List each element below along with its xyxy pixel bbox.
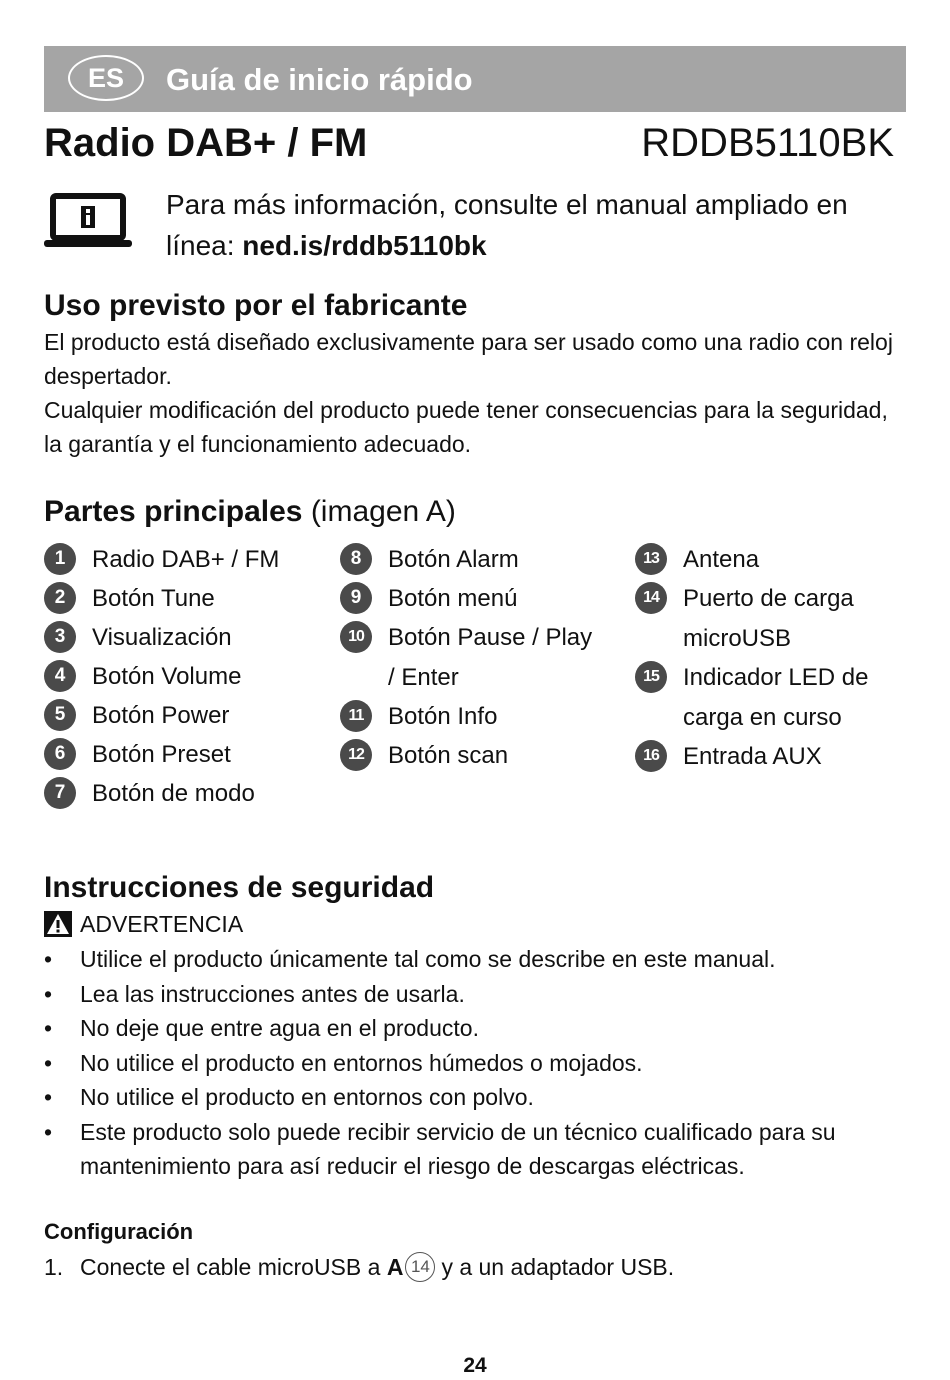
part-label: Botón Tune: [92, 585, 215, 612]
product-name: Radio DAB+ / FM: [44, 121, 368, 165]
part-number: 9: [340, 582, 372, 614]
warning-triangle-icon: [44, 911, 72, 937]
part-label: Entrada AUX: [683, 743, 822, 770]
intended-use-heading: Uso previsto por el fabricante: [44, 289, 468, 322]
parts-heading-suffix: (imagen A): [310, 495, 456, 528]
safety-bullet: • Lea las instrucciones antes de usarla.: [44, 977, 904, 1012]
part-number: 13: [635, 543, 667, 575]
part-label: Botón scan: [388, 742, 509, 769]
safety-heading: Instrucciones de seguridad: [44, 871, 435, 904]
part-label: Indicador LED de carga en curso: [683, 664, 869, 731]
part-number: 4: [44, 660, 76, 692]
part-label: Visualización: [92, 624, 232, 651]
online-manual-text: Para más información, consulte el manual ampliado en línea:: [166, 189, 848, 261]
online-manual-note: [166, 184, 886, 266]
safety-bullet: • Utilice el producto únicamente tal como se describe en este manual.: [44, 942, 904, 977]
part-number: 15: [635, 661, 667, 693]
part-label: Botón Alarm: [388, 546, 519, 573]
part-number: 10: [340, 621, 372, 653]
part-label: Puerto de carga microUSB: [683, 585, 854, 652]
laptop-info-icon: [44, 192, 132, 250]
part-label: Botón Info: [388, 703, 498, 730]
part-number: 6: [44, 738, 76, 770]
intended-use-paragraph-2: Cualquier modificación del producto puede tener consecuencias para la seguridad, la garantía y el funcionamiento adecuado.: [44, 397, 888, 457]
config-step-1: [44, 1250, 674, 1284]
part-label: Antena: [683, 546, 760, 573]
part-label: Radio DAB+ / FM: [92, 546, 280, 573]
part-number: 7: [44, 777, 76, 809]
part-number: 14: [635, 582, 667, 614]
step-number: 1.: [44, 1254, 64, 1280]
part-number: 1: [44, 543, 76, 575]
safety-bullet: • No utilice el producto en entornos con polvo.: [44, 1080, 904, 1115]
manual-link[interactable]: ned.is/rddb5110bk: [242, 230, 487, 261]
parts-heading: [44, 492, 456, 532]
config-title: Configuración: [44, 1219, 194, 1244]
part-label: Botón Volume: [92, 663, 242, 690]
part-label: Botón de modo: [92, 780, 255, 807]
parts-heading-text: Partes principales: [44, 495, 303, 528]
step-text-before: Conecte el cable microUSB a: [80, 1254, 381, 1280]
part-number: 16: [635, 740, 667, 772]
figure-ref-letter: A: [386, 1254, 404, 1280]
safety-list: [44, 942, 904, 1184]
page-number: 24: [463, 1354, 487, 1377]
model-code: RDDB5110BK: [641, 121, 894, 165]
part-number: 12: [340, 739, 372, 771]
language-badge: ES: [68, 55, 144, 101]
part-number: 8: [340, 543, 372, 575]
guide-title: Guía de inicio rápido: [166, 62, 473, 97]
part-number: 3: [44, 621, 76, 653]
part-number: 11: [340, 700, 372, 732]
part-number: 5: [44, 699, 76, 731]
safety-bullet: • No utilice el producto en entornos húmedos o mojados.: [44, 1046, 904, 1081]
safety-bullet: • Este producto solo puede recibir servicio de un técnico cualificado para su mantenimiento para así reducir el riesgo de descargas eléctricas.: [44, 1115, 904, 1184]
part-label: Botón Power: [92, 702, 230, 729]
warning-row: [44, 910, 243, 938]
warning-label: ADVERTENCIA: [80, 911, 244, 937]
part-label: Botón Preset: [92, 741, 231, 768]
part-label: Botón menú: [388, 585, 518, 612]
part-ref-circle: 14: [405, 1252, 435, 1282]
part-number: 2: [44, 582, 76, 614]
safety-bullet: • No deje que entre agua en el producto.: [44, 1011, 904, 1046]
intended-use-paragraph-1: El producto está diseñado exclusivamente para ser usado como una radio con reloj despertador.: [44, 329, 893, 389]
part-label: Botón Pause / Play / Enter: [388, 624, 593, 691]
step-text-after: y a un adaptador USB.: [441, 1254, 675, 1280]
